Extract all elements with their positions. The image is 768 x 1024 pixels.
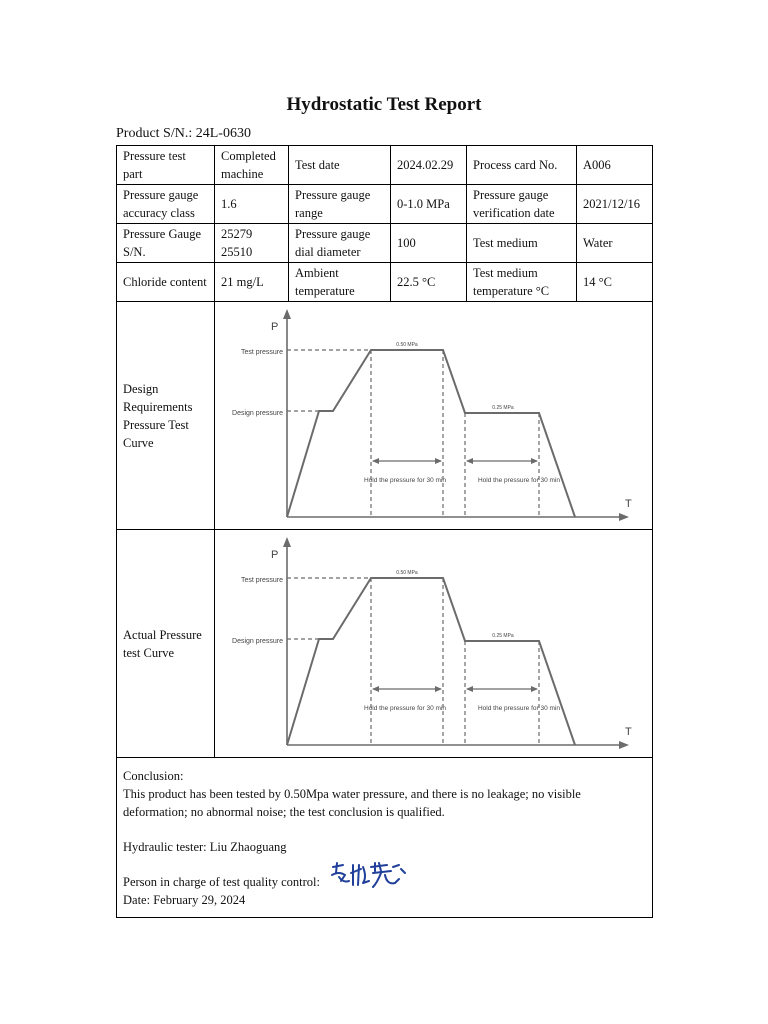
- table-row: [117, 185, 653, 224]
- value-gauge-serial: 25279 25510: [215, 224, 289, 263]
- low-pressure-value: 0.25 MPa: [492, 405, 514, 411]
- report-table: [116, 145, 653, 918]
- label-ambient-temp: Ambient temperature: [289, 263, 391, 302]
- design-curve-label: Design Requirements Pressure Test Curve: [117, 302, 215, 530]
- hold-label: Hold the pressure for 30 min: [477, 705, 561, 712]
- hold-label: Hold the pressure for 30 min: [363, 477, 447, 484]
- value-pressure-test-part: Completed machine: [215, 146, 289, 185]
- high-pressure-value: 0.50 MPa: [396, 570, 418, 576]
- label-gauge-serial: Pressure Gauge S/N.: [117, 224, 215, 263]
- label-pressure-test-part: Pressure test part: [117, 146, 215, 185]
- high-pressure-value: 0.50 MPa: [396, 342, 418, 348]
- quality-person-label: Person in charge of test quality control:: [123, 874, 320, 889]
- hydraulic-tester: Hydraulic tester: Liu Zhaoguang: [123, 839, 287, 854]
- quality-line: [123, 873, 646, 891]
- label-gauge-range: Pressure gauge range: [289, 185, 391, 224]
- arrow-head-icon: [435, 458, 442, 464]
- value-gauge-range: 0-1.0 MPa: [391, 185, 467, 224]
- value-verification-date: 2021/12/16: [577, 185, 653, 224]
- x-axis-label: T: [625, 498, 632, 510]
- conclusion-cell: [117, 758, 653, 918]
- value-chloride: 21 mg/L: [215, 263, 289, 302]
- conclusion-row: [117, 758, 653, 918]
- report-date: Date: February 29, 2024: [123, 892, 246, 907]
- actual-curve-row: [117, 530, 653, 758]
- design-curve-row: [117, 302, 653, 530]
- actual-pressure-curve: [215, 531, 649, 756]
- label-dial-diameter: Pressure gauge dial diameter: [289, 224, 391, 263]
- x-axis-arrow-icon: [619, 741, 629, 749]
- label-gauge-accuracy: Pressure gauge accuracy class: [117, 185, 215, 224]
- table-row: [117, 146, 653, 185]
- design-pressure-label: Design pressure: [232, 410, 283, 417]
- y-axis-label: P: [271, 549, 279, 561]
- low-pressure-value: 0.25 MPa: [492, 633, 514, 639]
- value-ambient-temp: 22.5 °C: [391, 263, 467, 302]
- arrow-head-icon: [466, 458, 473, 464]
- test-pressure-label: Test pressure: [240, 349, 283, 356]
- design-pressure-label: Design pressure: [232, 638, 283, 645]
- arrow-head-icon: [435, 686, 442, 692]
- arrow-head-icon: [372, 458, 379, 464]
- actual-curve-label: Actual Pressure test Curve: [117, 530, 215, 758]
- x-axis-label: T: [625, 726, 632, 738]
- value-gauge-accuracy: 1.6: [215, 185, 289, 224]
- value-dial-diameter: 100: [391, 224, 467, 263]
- conclusion-heading: Conclusion:: [123, 768, 184, 783]
- y-axis-arrow-icon: [283, 537, 291, 547]
- hold-label: Hold the pressure for 30 min: [363, 705, 447, 712]
- x-axis-arrow-icon: [619, 513, 629, 521]
- actual-curve-cell: [215, 530, 653, 758]
- pressure-curve-line: [287, 578, 575, 745]
- table-row: [117, 224, 653, 263]
- arrow-head-icon: [372, 686, 379, 692]
- y-axis-label: P: [271, 321, 279, 333]
- design-curve-cell: [215, 302, 653, 530]
- label-process-card: Process card No.: [467, 146, 577, 185]
- hold-label: Hold the pressure for 30 min: [477, 477, 561, 484]
- pressure-curve-line: [287, 350, 575, 517]
- value-medium-temp: 14 °C: [577, 263, 653, 302]
- arrow-head-icon: [531, 458, 538, 464]
- report-title: Hydrostatic Test Report: [286, 94, 482, 115]
- value-process-card: A006: [577, 146, 653, 185]
- arrow-head-icon: [531, 686, 538, 692]
- handwritten-signature: [329, 859, 409, 893]
- label-verification-date: Pressure gauge verification date: [467, 185, 577, 224]
- product-serial: Product S/N.: 24L-0630: [116, 126, 251, 141]
- label-medium-temp: Test medium temperature °C: [467, 263, 577, 302]
- label-chloride: Chloride content: [117, 263, 215, 302]
- y-axis-arrow-icon: [283, 309, 291, 319]
- label-test-date: Test date: [289, 146, 391, 185]
- value-test-date: 2024.02.29: [391, 146, 467, 185]
- value-test-medium: Water: [577, 224, 653, 263]
- label-test-medium: Test medium: [467, 224, 577, 263]
- arrow-head-icon: [466, 686, 473, 692]
- test-pressure-label: Test pressure: [240, 577, 283, 584]
- table-row: [117, 263, 653, 302]
- design-pressure-curve: [215, 303, 649, 528]
- conclusion-text: This product has been tested by 0.50Mpa water pressure, and there is no leakage; no visible deformation; no abnormal noise; the test conclusion is qualified.: [123, 786, 581, 819]
